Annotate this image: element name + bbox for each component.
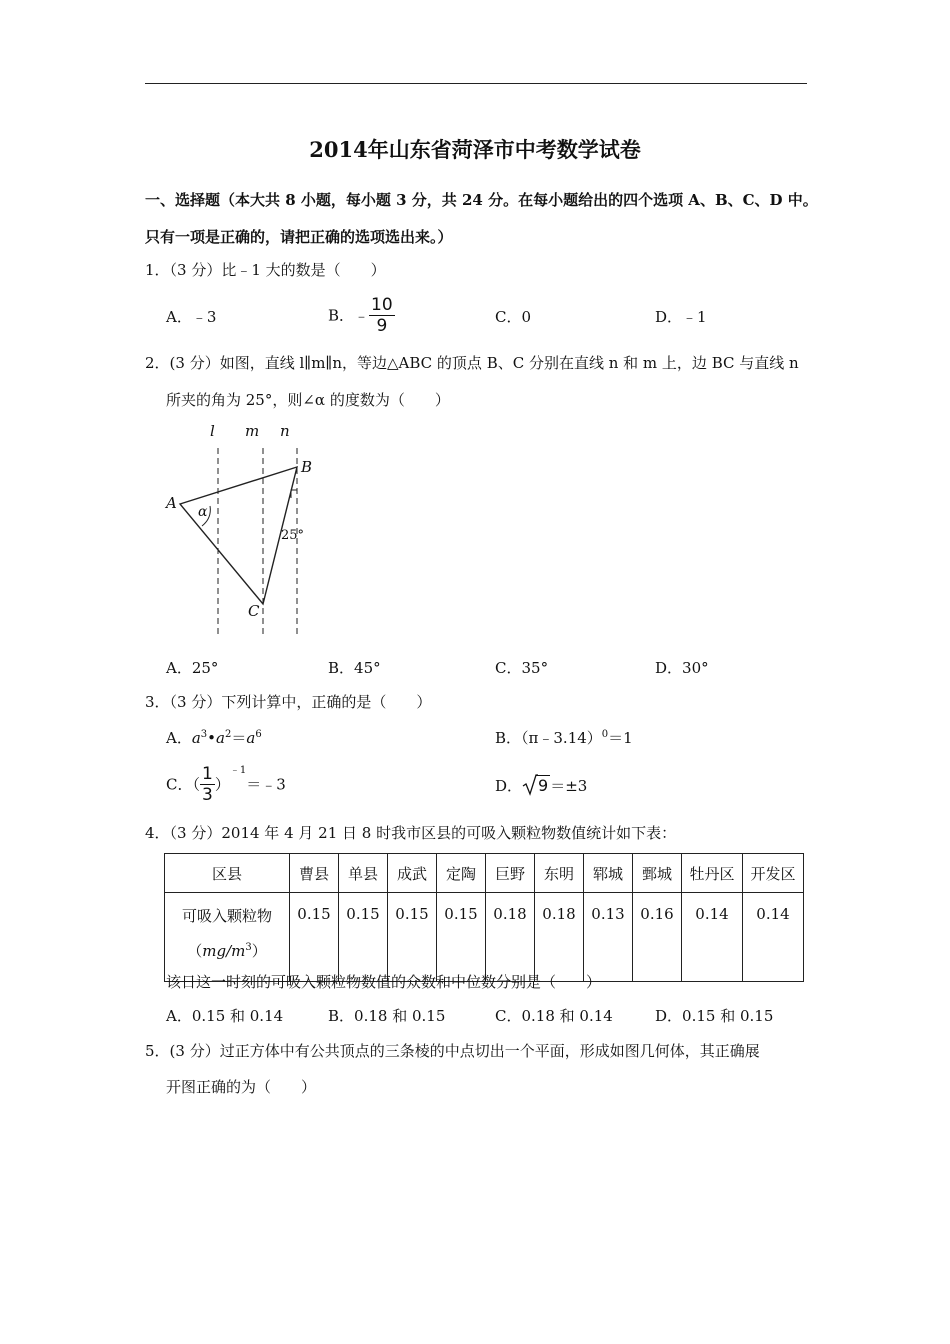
q2-option-b: B．45° xyxy=(328,659,381,677)
q4-option-a: A．0.15 和 0.14 xyxy=(166,1007,284,1025)
q1-option-b-denominator: 9 xyxy=(376,316,388,336)
table-cell: 0.16 xyxy=(633,893,682,982)
q2-option-a: A．25° xyxy=(166,659,219,677)
q2-stem-line1: 2．(3 分）如图，直线 l∥m∥n，等边△ABC 的顶点 B、C 分别在直线 n 和 m 上，边 BC 与直线 n xyxy=(145,354,799,372)
angle-25-marker xyxy=(291,490,297,498)
q3-c-denominator: 3 xyxy=(201,785,213,805)
label-l: l xyxy=(210,422,215,440)
q3-d-label: D． xyxy=(495,777,523,795)
q1-option-b-prefix: B．﹣ xyxy=(328,306,370,325)
q3-b-text: B．（π﹣3.14） xyxy=(495,729,602,747)
q5-stem-line1: 5．(3 分）过正方体中有公共顶点的三条棱的中点切出一个平面，形成如图几何体，其正确展 xyxy=(145,1042,760,1060)
q3-d-radicand: 9 xyxy=(538,776,549,795)
q3-c-fraction xyxy=(200,766,215,804)
vertex-a-label: A xyxy=(166,494,177,512)
row-unit-close: ） xyxy=(251,942,267,960)
q4-option-d: D．0.15 和 0.15 xyxy=(655,1007,774,1025)
q3-c-close: ） xyxy=(214,775,230,794)
header-rule xyxy=(145,83,807,84)
q3-c-exp: ﹣1 xyxy=(229,765,247,776)
sqrt-icon xyxy=(522,774,538,796)
table-cell: 0.13 xyxy=(584,893,633,982)
table-cell: 0.15 xyxy=(290,893,339,982)
q3-option-a-label: A． xyxy=(166,729,192,747)
triangle-abc xyxy=(180,467,297,604)
table-col-header: 定陶 xyxy=(437,854,486,893)
table-col-header: 东明 xyxy=(535,854,584,893)
q3-a-dot: • xyxy=(207,729,217,747)
q3-d-result: ＝±3 xyxy=(550,777,588,795)
q1-stem: 1．（3 分）比﹣1 大的数是（ ） xyxy=(145,261,386,279)
q3-stem: 3．（3 分）下列计算中，正确的是（ ） xyxy=(145,693,432,711)
q3-a-base3: a xyxy=(246,729,256,747)
section-heading-line2: 只有一项是正确的，请把正确的选项选出来。） xyxy=(145,228,453,246)
q2-option-d: D．30° xyxy=(655,659,709,677)
q2-stem-line2: 所夹的角为 25°，则∠α 的度数为（ ） xyxy=(166,391,450,409)
q3-a-exp3: 6 xyxy=(255,729,262,740)
table-cell: 0.18 xyxy=(486,893,535,982)
table-row-label xyxy=(165,893,290,982)
q1-option-d: D．﹣1 xyxy=(655,308,707,326)
table-row xyxy=(165,893,804,982)
q3-c-numerator: 1 xyxy=(201,764,213,784)
q1-option-b xyxy=(328,297,395,335)
table-col-header: 成武 xyxy=(388,854,437,893)
row-unit xyxy=(165,940,289,961)
q3-b-result: ＝1 xyxy=(608,729,633,747)
table-col-header: 单县 xyxy=(339,854,388,893)
table-header-label: 区县 xyxy=(165,854,290,893)
table-col-header: 鄄城 xyxy=(633,854,682,893)
table-col-header: 郓城 xyxy=(584,854,633,893)
page-title: 2014年山东省菏泽市中考数学试卷 xyxy=(309,137,641,162)
q4-question: 该日这一时刻的可吸入颗粒物数值的众数和中位数分别是（ ） xyxy=(166,973,602,991)
vertex-b-label: B xyxy=(301,458,313,476)
vertex-c-label: C xyxy=(248,602,260,620)
q2-figure xyxy=(160,418,320,643)
table-cell: 0.18 xyxy=(535,893,584,982)
q4-option-b: B．0.18 和 0.15 xyxy=(328,1007,446,1025)
q1-option-b-numerator: 10 xyxy=(371,295,393,315)
table-cell: 0.14 xyxy=(682,893,743,982)
q3-c-result: ＝﹣3 xyxy=(246,775,286,794)
q4-stem: 4．（3 分）2014 年 4 月 21 日 8 时我市区县的可吸入颗粒物数值统计如下表： xyxy=(145,824,677,842)
table-col-header: 开发区 xyxy=(743,854,804,893)
table-cell: 0.15 xyxy=(388,893,437,982)
table-cell: 0.15 xyxy=(339,893,388,982)
q3-a-base1: a xyxy=(191,729,201,747)
q1-option-a: A．﹣3 xyxy=(166,308,217,326)
q3-b-exp: 0 xyxy=(601,729,609,740)
q3-option-b xyxy=(495,731,633,746)
table-cell: 0.14 xyxy=(743,893,804,982)
row-unit-exp: 3 xyxy=(245,942,252,953)
section-heading-line1: 一、选择题（本大共 8 小题，每小题 3 分，共 24 分。在每小题给出的四个选项 A、B、C、D 中。 xyxy=(145,191,818,209)
q3-a-eq: ＝ xyxy=(231,729,247,747)
table-cell: 0.15 xyxy=(437,893,486,982)
table-header-row xyxy=(165,854,804,893)
row-unit-open: （ xyxy=(187,942,203,960)
row-unit-text: mg/m xyxy=(202,942,246,960)
label-n: n xyxy=(280,422,290,440)
angle-alpha-label: α xyxy=(198,504,208,520)
q3-a-base2: a xyxy=(216,729,225,747)
q3-a-exp1: 3 xyxy=(200,729,208,740)
q5-stem-line2: 开图正确的为（ ） xyxy=(166,1078,317,1096)
q3-c-label: C．（ xyxy=(166,775,200,794)
q3-a-exp2: 2 xyxy=(224,729,232,740)
pm-table xyxy=(164,853,804,982)
table-col-header: 巨野 xyxy=(486,854,535,893)
angle-25-label: 25° xyxy=(281,528,305,543)
q3-option-c xyxy=(166,766,286,804)
q3-d-sqrt xyxy=(522,775,550,794)
q3-option-d xyxy=(495,775,587,794)
q1-option-c: C．0 xyxy=(495,308,532,326)
q2-option-c: C．35° xyxy=(495,659,549,677)
table-col-header: 曹县 xyxy=(290,854,339,893)
table-col-header: 牡丹区 xyxy=(682,854,743,893)
row-label-text: 可吸入颗粒物 xyxy=(181,907,272,925)
q3-option-a xyxy=(166,731,262,746)
q1-option-b-fraction xyxy=(369,297,395,335)
q4-option-c: C．0.18 和 0.14 xyxy=(495,1007,613,1025)
label-m: m xyxy=(245,422,260,440)
